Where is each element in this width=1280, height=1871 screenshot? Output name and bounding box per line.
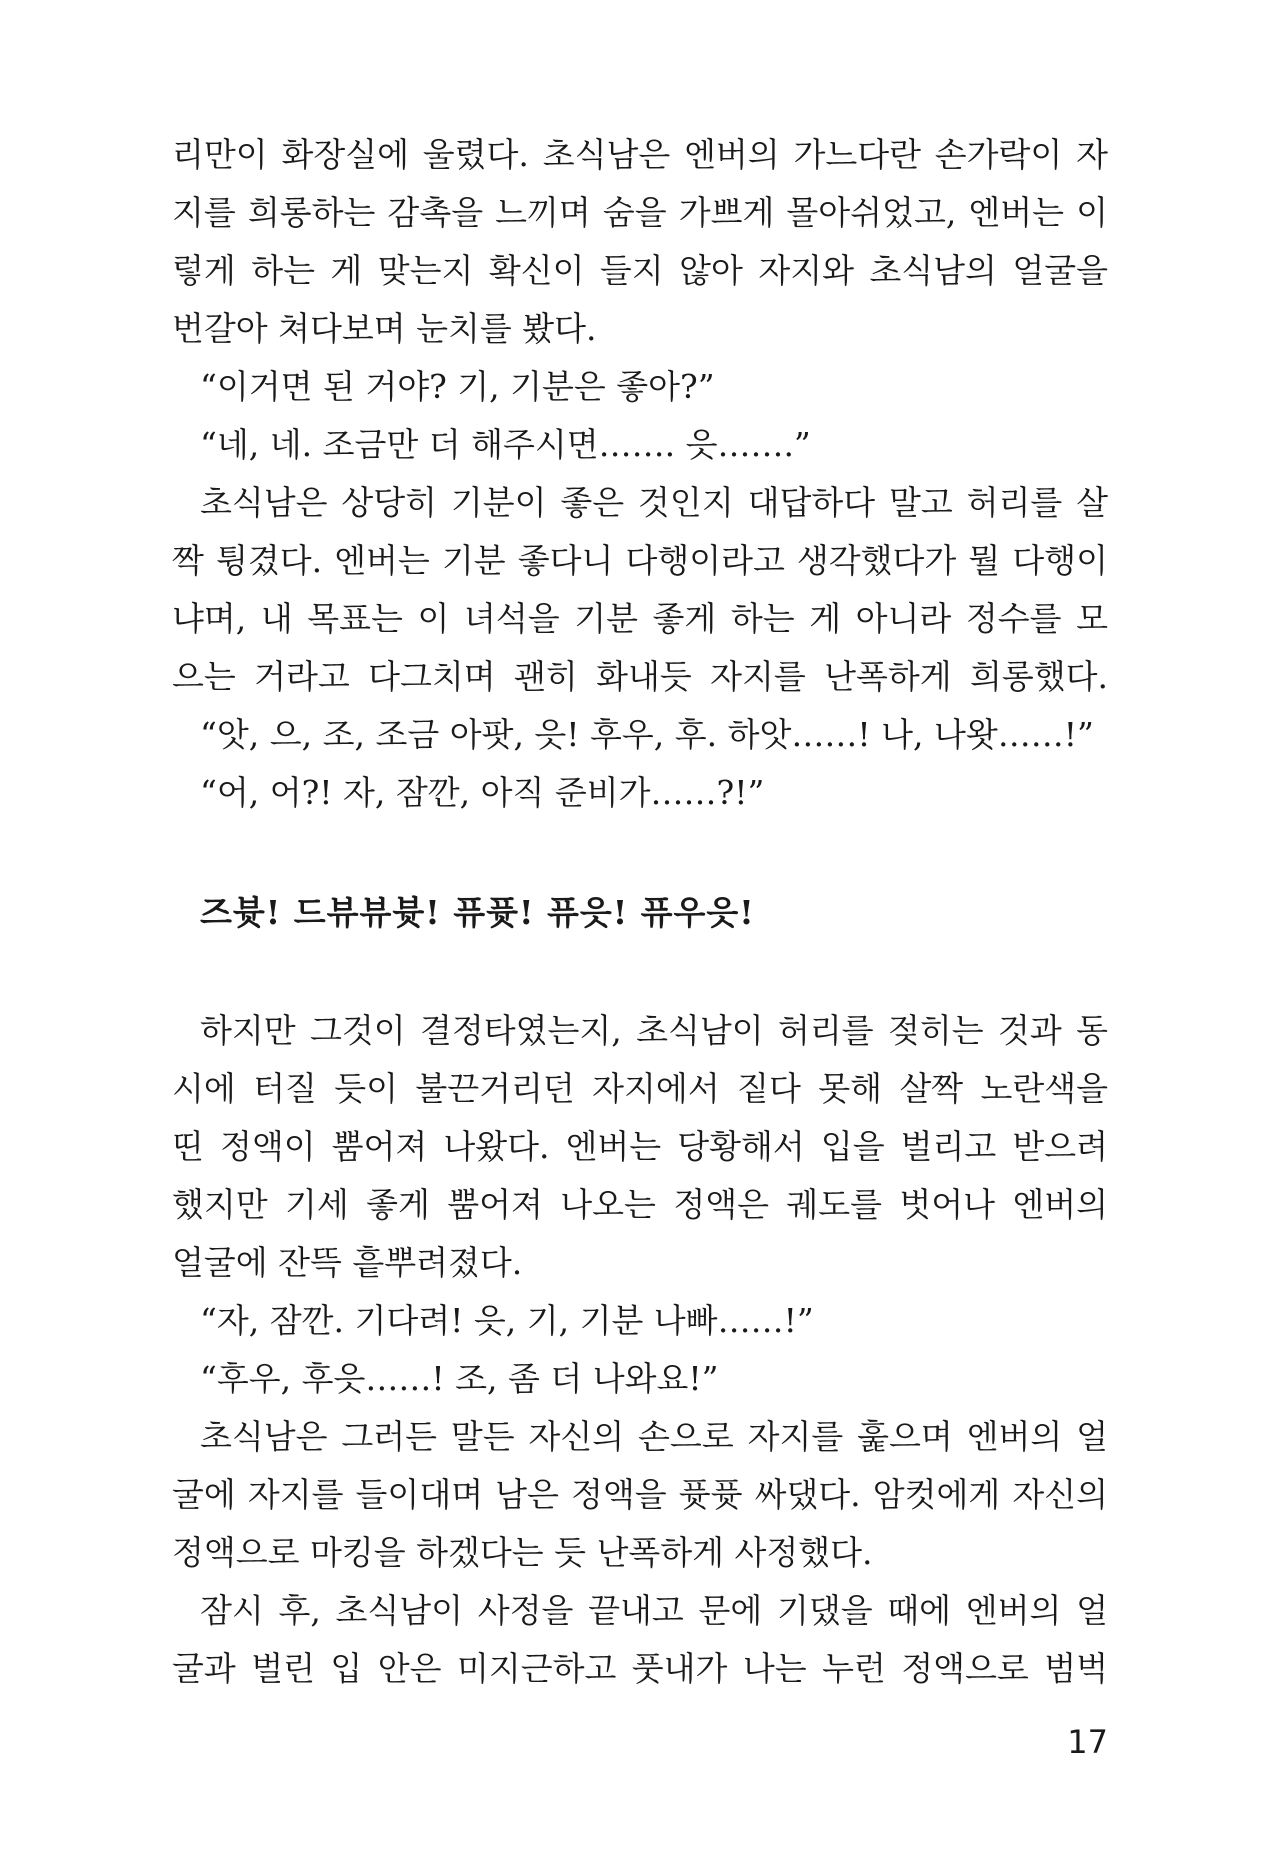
- paragraph-5-line-2: 굴과 벌린 입 안은 미지근하고 풋내가 나는 누런 정액으로 범벅: [172, 1649, 1108, 1688]
- paragraph-3-line-2: 시에 터질 듯이 불끈거리던 자지에서 짙다 못해 살짝 노란색을: [172, 1069, 1108, 1108]
- dialogue-5: “자, 잠깐. 기다려! 읏, 기, 기분 나빠……!”: [200, 1301, 814, 1340]
- paragraph-4-line-2: 굴에 자지를 들이대며 남은 정액을 퓻퓻 싸댔다. 암컷에게 자신의: [172, 1475, 1108, 1514]
- dialogue-4: “어, 어?! 자, 잠깐, 아직 준비가……?!”: [200, 773, 765, 812]
- paragraph-2-line-1: 초식남은 상당히 기분이 좋은 것인지 대답하다 말고 허리를 살: [200, 483, 1108, 522]
- paragraph-4-line-3: 정액으로 마킹을 하겠다는 듯 난폭하게 사정했다.: [172, 1533, 873, 1572]
- dialogue-3: “앗, 으, 조, 조금 아팟, 읏! 후우, 후. 하앗……! 나, 나왓……!”: [200, 715, 1094, 754]
- paragraph-1-line-1: 리만이 화장실에 울렸다. 초식남은 엔버의 가느다란 손가락이 자: [172, 135, 1108, 174]
- dialogue-6: “후우, 후읏……! 조, 좀 더 나와요!”: [200, 1359, 719, 1398]
- dialogue-1: “이거면 된 거야? 기, 기분은 좋아?”: [200, 367, 715, 406]
- paragraph-3-line-4: 했지만 기세 좋게 뿜어져 나오는 정액은 궤도를 벗어나 엔버의: [172, 1185, 1108, 1224]
- paragraph-5-line-1: 잠시 후, 초식남이 사정을 끝내고 문에 기댔을 때에 엔버의 얼: [200, 1591, 1108, 1630]
- paragraph-3-line-3: 띤 정액이 뿜어져 나왔다. 엔버는 당황해서 입을 벌리고 받으려: [172, 1127, 1108, 1166]
- paragraph-1-line-4: 번갈아 쳐다보며 눈치를 봤다.: [172, 309, 597, 348]
- paragraph-4-line-1: 초식남은 그러든 말든 자신의 손으로 자지를 훑으며 엔버의 얼: [200, 1417, 1108, 1456]
- paragraph-1-line-3: 렇게 하는 게 맞는지 확신이 들지 않아 자지와 초식남의 얼굴을: [172, 251, 1108, 290]
- sound-effect-line: 즈븃! 드뷰뷰븃! 퓨퓻! 퓨읏! 퓨우읏!: [200, 893, 755, 932]
- paragraph-3-line-1: 하지만 그것이 결정타였는지, 초식남이 허리를 젖히는 것과 동: [200, 1011, 1108, 1050]
- page-number: 17: [1067, 1723, 1108, 1761]
- paragraph-1-line-2: 지를 희롱하는 감촉을 느끼며 숨을 가쁘게 몰아쉬었고, 엔버는 이: [172, 193, 1108, 232]
- paragraph-2-line-2: 짝 튕겼다. 엔버는 기분 좋다니 다행이라고 생각했다가 뭘 다행이: [172, 541, 1108, 580]
- paragraph-2-line-3: 냐며, 내 목표는 이 녀석을 기분 좋게 하는 게 아니라 정수를 모: [172, 599, 1108, 638]
- paragraph-2-line-4: 으는 거라고 다그치며 괜히 화내듯 자지를 난폭하게 희롱했다.: [172, 657, 1108, 696]
- dialogue-2: “네, 네. 조금만 더 해주시면……. 읏…….”: [200, 425, 811, 464]
- paragraph-3-line-5: 얼굴에 잔뜩 흩뿌려졌다.: [172, 1243, 523, 1282]
